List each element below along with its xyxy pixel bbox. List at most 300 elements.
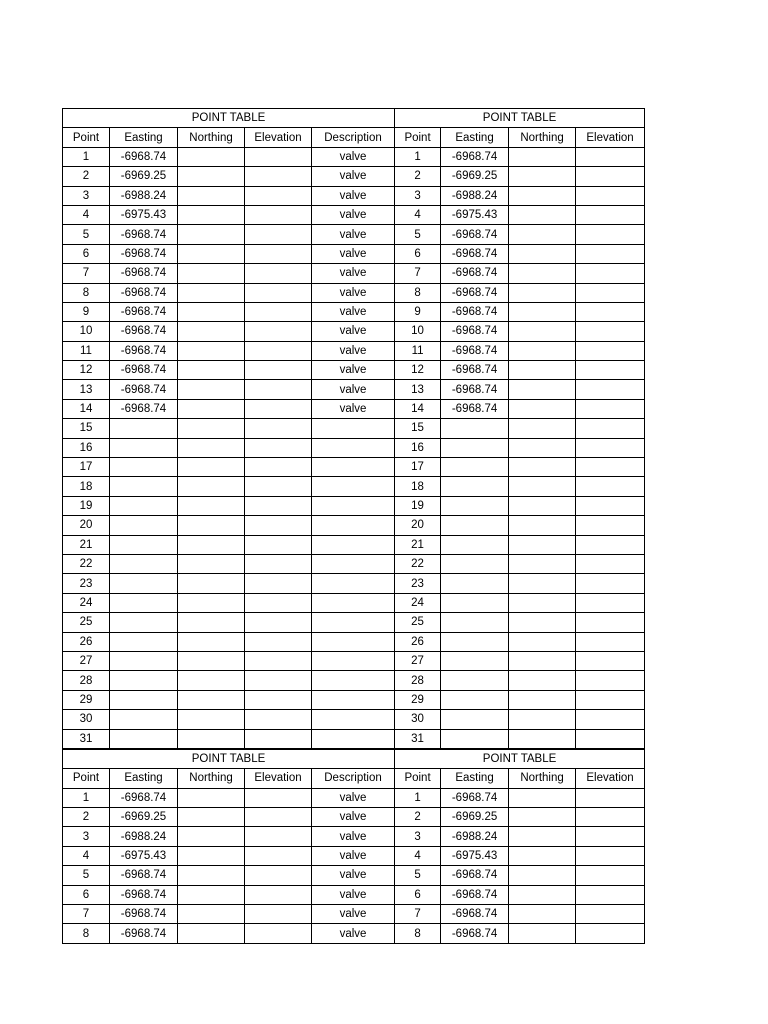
column-header: Easting [110,769,178,788]
cell-elevation [576,651,645,670]
cell-northing [509,554,576,573]
cell-northing [178,690,245,709]
cell-elevation [576,341,645,360]
cell-point: 26 [63,632,110,651]
cell-elevation [576,458,645,477]
cell-northing [509,438,576,457]
table-row [63,283,645,302]
cell-point: 1 [63,147,110,166]
cell-elevation [245,827,312,846]
cell-northing [178,477,245,496]
cell-easting: -6969.25 [441,808,509,827]
cell-easting [110,419,178,438]
cell-elevation [576,438,645,457]
table-row [63,419,645,438]
cell-northing [178,846,245,865]
cell-elevation [245,613,312,632]
table-row [63,554,645,573]
cell-description: valve [312,808,395,827]
cell-elevation [245,283,312,302]
table-row [63,574,645,593]
cell-point: 4 [395,205,441,224]
cell-point: 21 [63,535,110,554]
cell-northing [178,438,245,457]
cell-description: valve [312,885,395,904]
table-row [63,380,645,399]
cell-point: 30 [395,710,441,729]
cell-easting: -6969.25 [110,808,178,827]
cell-elevation [245,808,312,827]
cell-point: 3 [395,186,441,205]
cell-elevation [576,866,645,885]
cell-northing [509,205,576,224]
cell-northing [509,690,576,709]
cell-northing [178,710,245,729]
cell-elevation [576,554,645,573]
table-title-row [63,109,645,128]
table-row [63,477,645,496]
cell-easting: -6968.74 [110,866,178,885]
cell-easting [110,593,178,612]
cell-elevation [245,496,312,515]
cell-easting: -6988.24 [441,186,509,205]
cell-northing [178,651,245,670]
table-row [63,516,645,535]
cell-point: 23 [395,574,441,593]
cell-northing [178,516,245,535]
cell-description: valve [312,905,395,924]
cell-description: valve [312,264,395,283]
cell-elevation [245,225,312,244]
cell-easting [441,710,509,729]
cell-easting: -6968.74 [441,905,509,924]
cell-northing [178,788,245,807]
cell-elevation [245,322,312,341]
cell-point: 25 [63,613,110,632]
cell-northing [178,419,245,438]
cell-northing [178,554,245,573]
cell-point: 18 [395,477,441,496]
cell-elevation [576,167,645,186]
cell-easting: -6968.74 [110,283,178,302]
cell-northing [178,205,245,224]
column-header: Northing [509,769,576,788]
cell-northing [509,827,576,846]
cell-description: valve [312,147,395,166]
cell-easting: -6988.24 [441,827,509,846]
cell-point: 16 [63,438,110,457]
cell-northing [509,885,576,904]
right-table-title: POINT TABLE [395,109,645,128]
cell-point: 28 [63,671,110,690]
column-header: Point [63,769,110,788]
cell-point: 31 [395,729,441,748]
cell-easting: -6968.74 [110,341,178,360]
cell-northing [509,225,576,244]
cell-northing [509,458,576,477]
cell-description [312,419,395,438]
cell-elevation [576,535,645,554]
cell-point: 23 [63,574,110,593]
cell-point: 3 [63,827,110,846]
cell-northing [509,380,576,399]
cell-point: 18 [63,477,110,496]
table-row [63,341,645,360]
cell-easting [441,651,509,670]
cell-point: 19 [395,496,441,515]
cell-point: 7 [63,905,110,924]
cell-northing [178,399,245,418]
column-header: Easting [441,128,509,147]
cell-easting: -6968.74 [110,244,178,263]
cell-point: 31 [63,729,110,748]
cell-point: 13 [63,380,110,399]
cell-point: 27 [63,651,110,670]
cell-northing [509,613,576,632]
cell-easting: -6968.74 [441,380,509,399]
cell-easting: -6968.74 [441,147,509,166]
cell-northing [509,167,576,186]
table-row [63,244,645,263]
cell-point: 6 [63,244,110,263]
cell-northing [178,147,245,166]
cell-elevation [245,788,312,807]
cell-elevation [245,244,312,263]
cell-elevation [245,458,312,477]
cell-description [312,535,395,554]
cell-elevation [245,885,312,904]
cell-elevation [245,302,312,321]
table-row [63,710,645,729]
cell-point: 25 [395,613,441,632]
cell-easting: -6968.74 [110,361,178,380]
cell-easting [441,574,509,593]
cell-point: 10 [63,322,110,341]
column-header: Northing [509,128,576,147]
cell-easting [110,438,178,457]
cell-point: 29 [395,690,441,709]
cell-elevation [245,477,312,496]
cell-elevation [245,361,312,380]
cell-point: 1 [395,147,441,166]
cell-point: 11 [395,341,441,360]
table-title-row [63,749,645,768]
cell-northing [509,710,576,729]
cell-description [312,574,395,593]
cell-easting [110,458,178,477]
cell-northing [178,361,245,380]
cell-point: 16 [395,438,441,457]
cell-northing [178,244,245,263]
right-table-title: POINT TABLE [395,749,645,768]
cell-elevation [576,419,645,438]
cell-description [312,593,395,612]
cell-point: 2 [63,808,110,827]
cell-northing [509,632,576,651]
cell-elevation [576,846,645,865]
cell-easting [110,535,178,554]
cell-elevation [576,788,645,807]
cell-point: 17 [395,458,441,477]
cell-easting [110,613,178,632]
table-header-row [63,769,645,788]
table-row [63,613,645,632]
point-table-section-1 [62,108,645,749]
cell-point: 4 [395,846,441,865]
cell-point: 9 [395,302,441,321]
cell-northing [509,302,576,321]
cell-northing [178,671,245,690]
cell-easting [441,593,509,612]
table-row [63,322,645,341]
point-table-section-2 [62,749,645,944]
table-header-row [63,128,645,147]
cell-northing [178,302,245,321]
cell-point: 10 [395,322,441,341]
cell-northing [178,613,245,632]
cell-easting [110,496,178,515]
cell-northing [509,866,576,885]
cell-easting: -6968.74 [441,788,509,807]
cell-elevation [245,924,312,943]
column-header: Elevation [576,128,645,147]
cell-point: 6 [395,885,441,904]
cell-description [312,651,395,670]
cell-elevation [576,399,645,418]
cell-northing [178,574,245,593]
left-table-title: POINT TABLE [63,109,395,128]
cell-easting [441,729,509,748]
cell-description [312,613,395,632]
table-row [63,671,645,690]
cell-easting [110,632,178,651]
cell-easting: -6968.74 [441,361,509,380]
cell-point: 20 [63,516,110,535]
cell-point: 6 [395,244,441,263]
column-header: Point [63,128,110,147]
table-row [63,885,645,904]
cell-elevation [576,264,645,283]
cell-easting [441,496,509,515]
cell-northing [178,729,245,748]
cell-description: valve [312,186,395,205]
column-header: Point [395,769,441,788]
cell-elevation [245,593,312,612]
cell-easting: -6968.74 [441,283,509,302]
cell-easting: -6968.74 [441,924,509,943]
cell-description: valve [312,846,395,865]
cell-point: 3 [63,186,110,205]
table-row [63,535,645,554]
cell-point: 19 [63,496,110,515]
cell-elevation [245,535,312,554]
table-row [63,361,645,380]
cell-elevation [576,205,645,224]
cell-northing [509,651,576,670]
cell-easting: -6988.24 [110,186,178,205]
cell-northing [509,264,576,283]
cell-elevation [576,710,645,729]
cell-northing [178,341,245,360]
cell-northing [178,186,245,205]
cell-easting: -6975.43 [441,846,509,865]
cell-description: valve [312,924,395,943]
cell-description [312,554,395,573]
cell-northing [509,846,576,865]
cell-northing [509,244,576,263]
cell-point: 7 [395,905,441,924]
cell-easting [441,419,509,438]
cell-elevation [245,574,312,593]
cell-northing [509,361,576,380]
cell-point: 17 [63,458,110,477]
cell-easting: -6968.74 [110,380,178,399]
column-header: Easting [110,128,178,147]
cell-description: valve [312,302,395,321]
cell-description [312,671,395,690]
table-row [63,788,645,807]
cell-point: 14 [395,399,441,418]
cell-easting: -6988.24 [110,827,178,846]
cell-point: 20 [395,516,441,535]
cell-point: 5 [63,866,110,885]
table-row [63,147,645,166]
cell-easting: -6968.74 [441,225,509,244]
cell-elevation [576,885,645,904]
cell-elevation [576,574,645,593]
cell-description [312,710,395,729]
cell-elevation [245,205,312,224]
table-row [63,205,645,224]
cell-elevation [576,613,645,632]
cell-elevation [245,690,312,709]
cell-description [312,477,395,496]
cell-elevation [245,905,312,924]
cell-easting [441,535,509,554]
cell-easting: -6975.43 [110,846,178,865]
cell-easting [110,710,178,729]
cell-easting: -6968.74 [110,885,178,904]
cell-description: valve [312,322,395,341]
cell-easting [110,671,178,690]
cell-point: 11 [63,341,110,360]
cell-point: 5 [63,225,110,244]
cell-elevation [576,322,645,341]
table-row [63,846,645,865]
cell-northing [178,905,245,924]
cell-northing [509,535,576,554]
column-header: Description [312,128,395,147]
cell-easting [441,690,509,709]
left-table-title: POINT TABLE [63,749,395,768]
cell-elevation [576,690,645,709]
cell-elevation [576,147,645,166]
cell-point: 4 [63,846,110,865]
cell-easting: -6968.74 [441,399,509,418]
cell-point: 14 [63,399,110,418]
cell-description: valve [312,866,395,885]
cell-point: 13 [395,380,441,399]
cell-elevation [576,516,645,535]
cell-easting [110,651,178,670]
cell-easting [441,477,509,496]
cell-elevation [245,264,312,283]
column-header: Elevation [245,769,312,788]
cell-point: 21 [395,535,441,554]
cell-point: 15 [395,419,441,438]
cell-elevation [245,516,312,535]
cell-northing [178,380,245,399]
cell-elevation [576,302,645,321]
table-row [63,866,645,885]
cell-northing [509,419,576,438]
cell-easting: -6968.74 [110,924,178,943]
cell-point: 7 [395,264,441,283]
cell-point: 2 [395,808,441,827]
cell-elevation [576,924,645,943]
cell-elevation [576,593,645,612]
cell-point: 4 [63,205,110,224]
cell-northing [509,574,576,593]
cell-point: 22 [395,554,441,573]
cell-northing [178,632,245,651]
cell-easting [110,690,178,709]
cell-elevation [576,827,645,846]
cell-point: 8 [63,283,110,302]
cell-elevation [576,283,645,302]
cell-easting: -6968.74 [110,322,178,341]
cell-easting: -6968.74 [441,264,509,283]
cell-point: 7 [63,264,110,283]
cell-point: 1 [63,788,110,807]
cell-description: valve [312,341,395,360]
table-row [63,438,645,457]
cell-elevation [245,554,312,573]
table-row [63,905,645,924]
cell-description [312,632,395,651]
cell-easting: -6968.74 [110,302,178,321]
cell-elevation [576,808,645,827]
cell-description: valve [312,380,395,399]
cell-elevation [576,361,645,380]
table-row [63,302,645,321]
cell-point: 24 [63,593,110,612]
cell-northing [178,808,245,827]
cell-easting: -6968.74 [110,399,178,418]
point-table-sheet [62,108,644,944]
cell-easting: -6968.74 [110,264,178,283]
table-row [63,808,645,827]
cell-northing [178,225,245,244]
cell-point: 9 [63,302,110,321]
cell-point: 26 [395,632,441,651]
cell-northing [509,788,576,807]
cell-northing [509,399,576,418]
cell-easting [110,516,178,535]
cell-easting [441,438,509,457]
cell-northing [178,264,245,283]
cell-easting [441,632,509,651]
cell-point: 8 [63,924,110,943]
cell-easting: -6969.25 [441,167,509,186]
cell-northing [178,167,245,186]
cell-elevation [245,167,312,186]
cell-easting: -6969.25 [110,167,178,186]
cell-easting [110,477,178,496]
cell-elevation [576,496,645,515]
cell-elevation [576,186,645,205]
cell-elevation [245,341,312,360]
